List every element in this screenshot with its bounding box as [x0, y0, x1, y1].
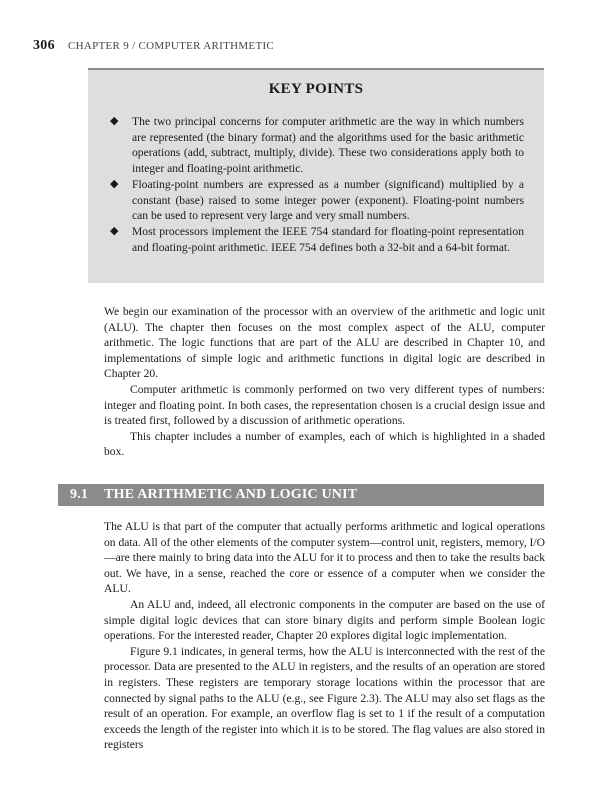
- body-paragraph: Figure 9.1 indicates, in general terms, how the ALU is interconnected with the rest of the processor. Data are presented to the ALU in registers, and the results of an operation are stored in registers. These registers are temporary storage locations within the processor that are connected by signal paths to the ALU (e.g., see Figure 2.3). The ALU may also set flags as the result of an operation. For example, an overflow flag is set to 1 if the result of a computation exceeds the length of the register into which it is to be stored. The flag values are also stored in registers: [104, 644, 545, 752]
- section-title: THE ARITHMETIC AND LOGIC UNIT: [104, 487, 358, 502]
- intro-paragraph: Computer arithmetic is commonly performed on two very different types of numbers: integer and floating point. In both cases, the representation chosen is a crucial design issue and is treated first, followed by a discussion of arithmetic operations.: [104, 382, 545, 428]
- section-body: [104, 519, 545, 753]
- key-point-item: [110, 177, 524, 224]
- body-paragraph: The ALU is that part of the computer that actually performs arithmetic and logical operations on data. All of the other elements of the computer system—control unit, registers, memory, I/O—are there mainly to bring data into the ALU for it to process and then to take the results back out. We have, in a sense, reached the core or essence of a computer when we consider the ALU.: [104, 520, 545, 596]
- key-points-title: KEY POINTS: [268, 81, 364, 97]
- key-point-text: Most processors implement the IEEE 754 standard for floating-point representation and floating-point arithmetic. IEEE 754 defines both a 32-bit and a 64-bit format.: [132, 225, 524, 254]
- diamond-bullet-icon: ◆: [110, 115, 119, 127]
- key-point-text: Floating-point numbers are expressed as a number (significand) multiplied by a constant (base) raised to some integer power (exponent). Floating-point numbers can be used to represent very large and very small numbers.: [132, 178, 524, 223]
- page-header: [33, 38, 573, 54]
- key-point-item: [110, 224, 524, 255]
- section-heading: [58, 484, 544, 506]
- key-point-item: [110, 114, 524, 176]
- intro-text: [104, 304, 545, 460]
- key-points-box: [88, 68, 544, 283]
- diamond-bullet-icon: ◆: [110, 178, 119, 190]
- page-number: 306: [33, 38, 55, 53]
- key-point-text: The two principal concerns for computer arithmetic are the way in which numbers are represented (the binary format) and the algorithms used for the basic arithmetic operations (add, subtract, multiply, divide). These two considerations apply both to integer and floating-point arithmetic.: [132, 115, 524, 175]
- body-paragraph: An ALU and, indeed, all electronic components in the computer are based on the use of simple digital logic devices that can store binary digits and perform simple Boolean logic operations. For the interested reader, Chapter 20 explores digital logic implementation.: [104, 597, 545, 643]
- intro-paragraph: This chapter includes a number of examples, each of which is highlighted in a shaded box.: [104, 429, 545, 459]
- section-number: 9.1: [70, 487, 89, 502]
- running-head: CHAPTER 9 / COMPUTER ARITHMETIC: [67, 40, 275, 52]
- diamond-bullet-icon: ◆: [110, 225, 119, 237]
- intro-paragraph: We begin our examination of the processor with an overview of the arithmetic and logic unit (ALU). The chapter then focuses on the most complex aspect of the ALU, computer arithmetic. The logic functions that are part of the ALU are described in Chapter 10, and implementations of simple logic and arithmetic functions in digital logic are described in Chapter 20.: [104, 305, 545, 381]
